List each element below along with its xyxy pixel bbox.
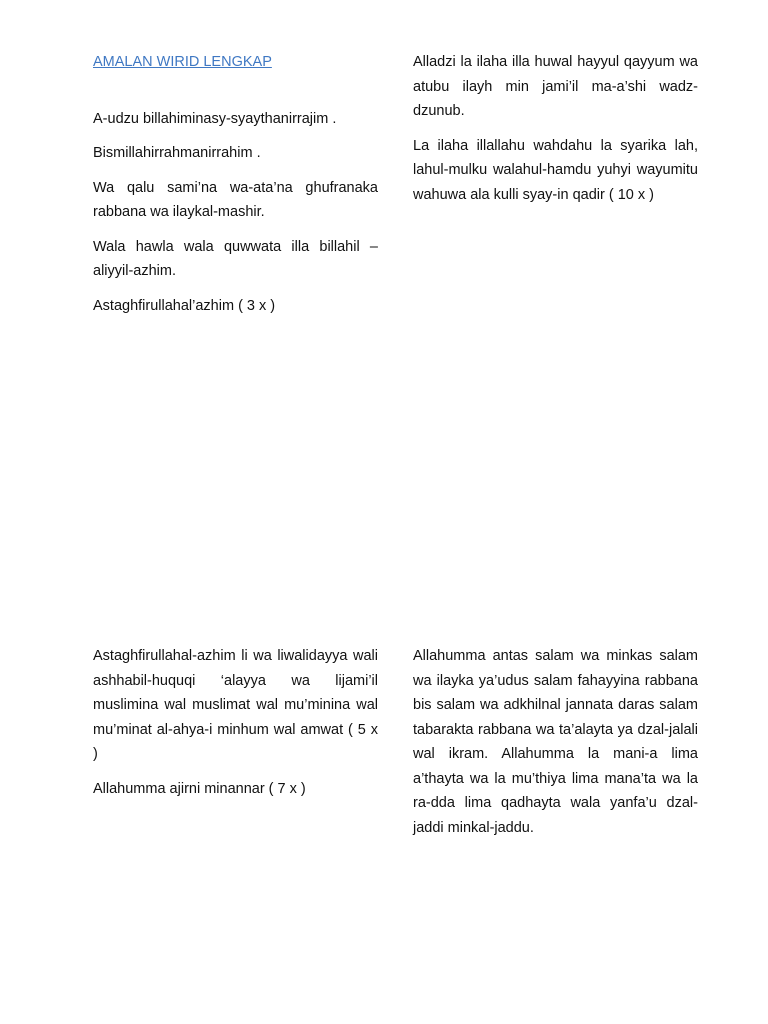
paragraph: Allahumma antas salam wa minkas salam wa ilayka ya’udus salam fahayyina rabbana bis salam wa adkhilnal jannata daras salam tabarakta rabbana wa ta’alayta ya dzal-jalali wal ikram. Allahumma la mani-a lima a’thayta wa la mu’thiya lima mana’ta wa la ra-dda lima qadhayta wala yanfa’u dzal-jaddi minkal-jaddu.: [413, 648, 698, 836]
paragraph: Wala hawla wala quwwata illa billahil – aliyyil-azhim.: [93, 238, 378, 279]
page-title: AMALAN WIRID LENGKAP: [93, 54, 272, 70]
paragraph: Bismillahirrahmanirrahim .: [93, 145, 261, 161]
right-column-top: [413, 50, 698, 217]
paragraph: Allahumma ajirni minannar ( 7 x ): [93, 780, 306, 797]
paragraph: Astaghfirullahal-azhim li wa liwalidayya wali ashhabil-huquqi ‘alayya wa lijami’il muslimina wal muslimat wal mu’minina wal mu’minat al-ahya-i minhum wal amwat ( 5 x ): [93, 648, 378, 762]
right-column-bottom: [413, 644, 698, 850]
left-column-top: [93, 50, 378, 328]
left-column-bottom: [93, 644, 378, 811]
paragraph: Astaghfirullahal’azhim ( 3 x ): [93, 297, 276, 314]
paragraph: La ilaha illallahu wahdahu la syarika lah, lahul-mulku walahul-hamdu yuhyi wayumitu wahuwa ala kulli syay-in qadir ( 10 x ): [413, 137, 698, 203]
paragraph: Wa qalu sami’na wa-ata’na ghufranaka rabbana wa ilaykal-mashir.: [93, 179, 378, 220]
paragraph: Alladzi la ilaha illa huwal hayyul qayyum wa atubu ilayh min jami’il ma-a’shi wadz-dzunub.: [413, 54, 698, 119]
paragraph: A-udzu billahiminasy-syaythanirrajim .: [93, 110, 337, 127]
